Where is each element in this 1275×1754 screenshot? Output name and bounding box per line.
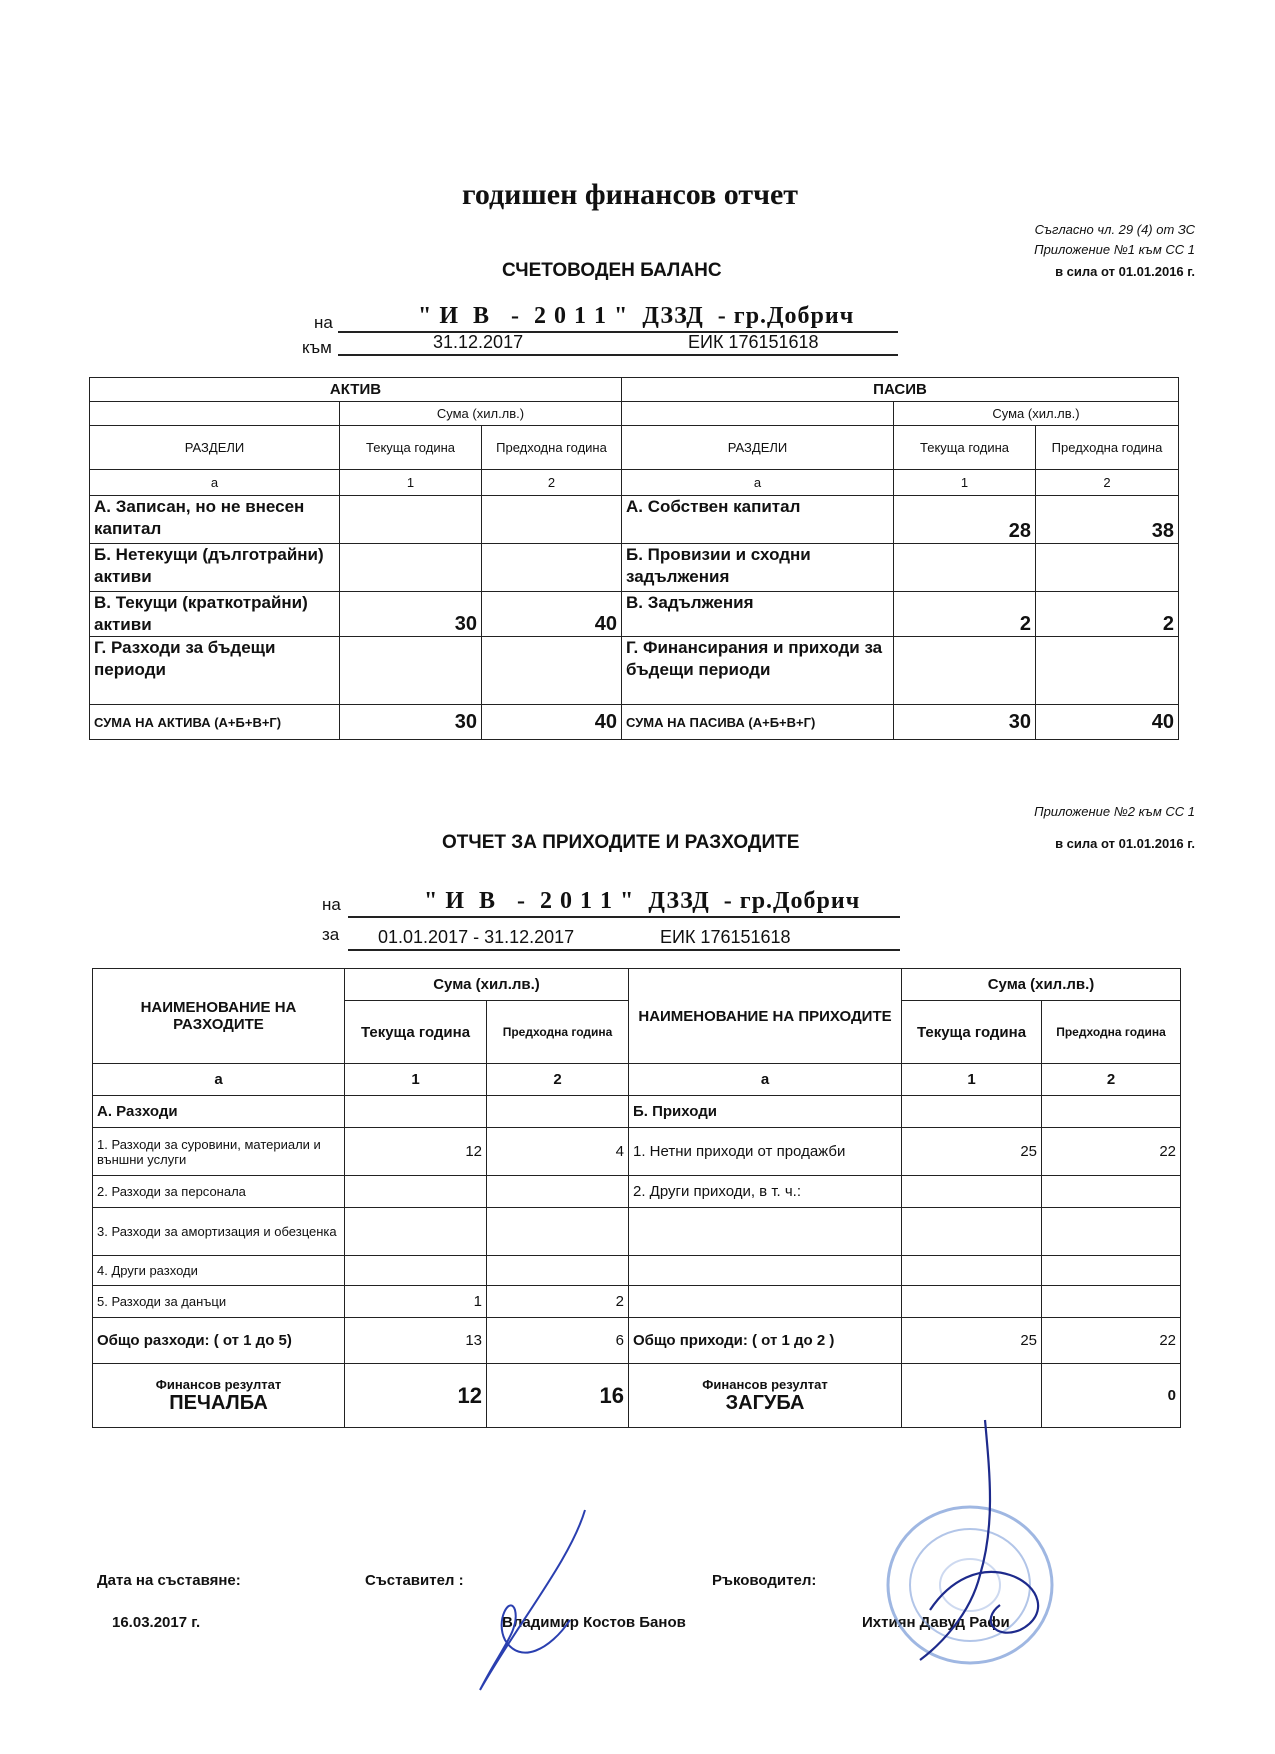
row-label: 1. Разходи за суровини, материали и външни услуги — [93, 1128, 345, 1176]
effective-date-note: в сила от 01.01.2016 г. — [1055, 264, 1195, 279]
profit-label: ПЕЧАЛБА — [169, 1391, 268, 1414]
income-eik: ЕИК 176151618 — [660, 927, 791, 947]
col-index: 1 — [902, 1064, 1042, 1096]
value-cell — [1042, 1286, 1181, 1318]
expenses-sum-header: Сума (хил.лв.) — [345, 969, 629, 1001]
profit-cell — [93, 1364, 345, 1428]
result-label: Финансов резултат — [155, 1376, 282, 1392]
date-of-preparation-label: Дата на съставяне: — [97, 1572, 241, 1589]
table-row — [90, 592, 1179, 637]
col-index: 2 — [482, 470, 622, 496]
entity-label: на — [314, 313, 333, 332]
total-pasiv-current: 30 — [894, 705, 1036, 740]
value-cell: 2 — [894, 592, 1036, 637]
row-label: Г. Финансирания и приходи за бъдещи периоди — [622, 637, 894, 705]
entity-field-2 — [348, 890, 900, 918]
value-cell: 28 — [894, 496, 1036, 544]
date-of-preparation-value: 16.03.2017 г. — [112, 1614, 201, 1631]
entity-field — [338, 305, 898, 333]
period-label: за — [322, 925, 340, 944]
pasiv-sum-header: Сума (хил.лв.) — [894, 402, 1179, 426]
total-expenses-current: 13 — [345, 1318, 487, 1364]
value-cell — [482, 544, 622, 592]
value-cell — [902, 1208, 1042, 1256]
value-cell — [487, 1208, 629, 1256]
value-cell: 2 — [1036, 592, 1179, 637]
inc-prior-year-header: Предходна година — [1042, 1001, 1181, 1064]
income-header: НАИМЕНОВАНИЕ НА ПРИХОДИТЕ — [629, 969, 902, 1064]
total-income-prior: 22 — [1042, 1318, 1181, 1364]
row-label: 3. Разходи за амортизация и обезценка — [93, 1208, 345, 1256]
value-cell — [482, 637, 622, 705]
col-index: а — [90, 470, 340, 496]
income-section-label: Б. Приходи — [629, 1096, 902, 1128]
value-cell: 1 — [345, 1286, 487, 1318]
row-label: Б. Нетекущи (дълготрайни) активи — [90, 544, 340, 592]
row-label: А. Собствен капитал — [622, 496, 894, 544]
compiler-name: Владимир Костов Банов — [502, 1614, 686, 1631]
value-cell: 2 — [487, 1286, 629, 1318]
value-cell: 38 — [1036, 496, 1179, 544]
manager-name: Ихтиян Давуд Рафи — [862, 1614, 1010, 1631]
effective-date-note-2: в сила от 01.01.2016 г. — [1055, 836, 1195, 851]
entity-name-2: " И В - 2 0 1 1 " ДЗЗД - гр.Добрич — [424, 888, 861, 914]
appendix2-note: Приложение №2 към СС 1 — [1034, 804, 1195, 819]
value-cell — [902, 1286, 1042, 1318]
date-field — [338, 332, 898, 356]
profit-prior: 16 — [487, 1364, 629, 1428]
table-row — [90, 544, 1179, 592]
balance-eik: ЕИК 176151618 — [688, 332, 819, 352]
value-cell — [1042, 1208, 1181, 1256]
result-label: Финансов резултат — [702, 1376, 828, 1392]
total-aktiv-current: 30 — [340, 705, 482, 740]
row-label: Г. Разходи за бъдещи периоди — [90, 637, 340, 705]
row-label: 1. Нетни приходи от продажби — [629, 1128, 902, 1176]
compiler-signature — [460, 1500, 610, 1700]
income-statement-heading: ОТЧЕТ ЗА ПРИХОДИТЕ И РАЗХОДИТЕ — [442, 832, 800, 853]
value-cell: 12 — [345, 1128, 487, 1176]
row-label: В. Задължения — [622, 592, 894, 637]
total-income-current: 25 — [902, 1318, 1042, 1364]
exp-prior-year-header: Предходна година — [487, 1001, 629, 1064]
aktiv-sections-header: РАЗДЕЛИ — [90, 426, 340, 470]
balance-sheet-heading: СЧЕТОВОДЕН БАЛАНС — [502, 260, 722, 281]
aktiv-current-year-header: Текуща година — [340, 426, 482, 470]
loss-prior: 0 — [1042, 1364, 1181, 1428]
row-label: В. Текущи (краткотрайни) активи — [90, 592, 340, 637]
value-cell: 4 — [487, 1128, 629, 1176]
value-cell — [1036, 637, 1179, 705]
row-label — [629, 1208, 902, 1256]
col-index: 1 — [894, 470, 1036, 496]
value-cell: 30 — [340, 592, 482, 637]
document-title: годишен финансов отчет — [461, 178, 799, 211]
total-expenses-label: Общо разходи: ( от 1 до 5) — [93, 1318, 345, 1364]
value-cell — [1036, 544, 1179, 592]
row-label — [629, 1256, 902, 1286]
row-label: 2. Разходи за персонала — [93, 1176, 345, 1208]
table-row — [93, 1286, 1181, 1318]
value-cell — [894, 544, 1036, 592]
appendix-note: Приложение №1 към СС 1 — [1034, 242, 1195, 257]
value-cell — [345, 1176, 487, 1208]
loss-label: ЗАГУБА — [725, 1391, 805, 1414]
total-aktiv-prior: 40 — [482, 705, 622, 740]
expenses-section-label: А. Разходи — [93, 1096, 345, 1128]
value-cell — [487, 1176, 629, 1208]
entity-label-2: на — [322, 895, 341, 914]
total-aktiv-label: СУМА НА АКТИВА (А+Б+В+Г) — [90, 705, 340, 740]
col-index: 1 — [345, 1064, 487, 1096]
aktiv-sum-header: Сума (хил.лв.) — [340, 402, 622, 426]
aktiv-prior-year-header: Предходна година — [482, 426, 622, 470]
compiler-label: Съставител : — [365, 1572, 464, 1589]
total-income-label: Общо приходи: ( от 1 до 2 ) — [629, 1318, 902, 1364]
balance-date: 31.12.2017 — [433, 332, 524, 352]
expenses-header: НАИМЕНОВАНИЕ НА РАЗХОДИТЕ — [93, 969, 345, 1064]
value-cell — [894, 637, 1036, 705]
income-statement-table — [92, 968, 1181, 1428]
loss-cell — [629, 1364, 902, 1428]
col-index: а — [622, 470, 894, 496]
entity-name: " И В - 2 0 1 1 " ДЗЗД - гр.Добрич — [418, 303, 855, 329]
col-index: а — [93, 1064, 345, 1096]
pasiv-sections-header: РАЗДЕЛИ — [622, 426, 894, 470]
total-row — [90, 705, 1179, 740]
value-cell — [340, 544, 482, 592]
total-expenses-prior: 6 — [487, 1318, 629, 1364]
income-sum-header: Сума (хил.лв.) — [902, 969, 1181, 1001]
row-label: 2. Други приходи, в т. ч.: — [629, 1176, 902, 1208]
col-index: 1 — [340, 470, 482, 496]
pasiv-prior-year-header: Предходна година — [1036, 426, 1179, 470]
total-pasiv-label: СУМА НА ПАСИВА (А+Б+В+Г) — [622, 705, 894, 740]
date-label: към — [302, 338, 332, 357]
pasiv-header: ПАСИВ — [622, 378, 1179, 402]
value-cell: 22 — [1042, 1128, 1181, 1176]
table-row — [93, 1176, 1181, 1208]
legal-basis-note: Съгласно чл. 29 (4) от ЗС — [1034, 222, 1195, 237]
pasiv-current-year-header: Текуща година — [894, 426, 1036, 470]
value-cell — [482, 496, 622, 544]
manager-signature — [900, 1415, 1060, 1665]
value-cell — [487, 1256, 629, 1286]
col-index: 2 — [487, 1064, 629, 1096]
balance-sheet-table — [89, 377, 1179, 740]
table-row — [93, 1128, 1181, 1176]
table-row — [93, 1208, 1181, 1256]
value-cell — [1042, 1256, 1181, 1286]
col-index: 2 — [1036, 470, 1179, 496]
manager-label: Ръководител: — [712, 1572, 817, 1589]
period-value: 01.01.2017 - 31.12.2017 — [378, 927, 575, 947]
value-cell: 40 — [482, 592, 622, 637]
table-row — [90, 496, 1179, 544]
col-index: а — [629, 1064, 902, 1096]
exp-current-year-header: Текуща година — [345, 1001, 487, 1064]
period-field — [348, 925, 900, 951]
row-label — [629, 1286, 902, 1318]
value-cell: 25 — [902, 1128, 1042, 1176]
row-label: А. Записан, но не внесен капитал — [90, 496, 340, 544]
table-row — [93, 1256, 1181, 1286]
value-cell — [345, 1256, 487, 1286]
row-label: Б. Провизии и сходни задължения — [622, 544, 894, 592]
value-cell — [1042, 1176, 1181, 1208]
value-cell — [340, 637, 482, 705]
profit-current: 12 — [345, 1364, 487, 1428]
total-row — [93, 1318, 1181, 1364]
table-row — [90, 637, 1179, 705]
col-index: 2 — [1042, 1064, 1181, 1096]
row-label: 5. Разходи за данъци — [93, 1286, 345, 1318]
value-cell — [902, 1256, 1042, 1286]
total-pasiv-prior: 40 — [1036, 705, 1179, 740]
value-cell — [902, 1176, 1042, 1208]
value-cell — [340, 496, 482, 544]
row-label: 4. Други разходи — [93, 1256, 345, 1286]
inc-current-year-header: Текуща година — [902, 1001, 1042, 1064]
value-cell — [345, 1208, 487, 1256]
aktiv-header: АКТИВ — [90, 378, 622, 402]
